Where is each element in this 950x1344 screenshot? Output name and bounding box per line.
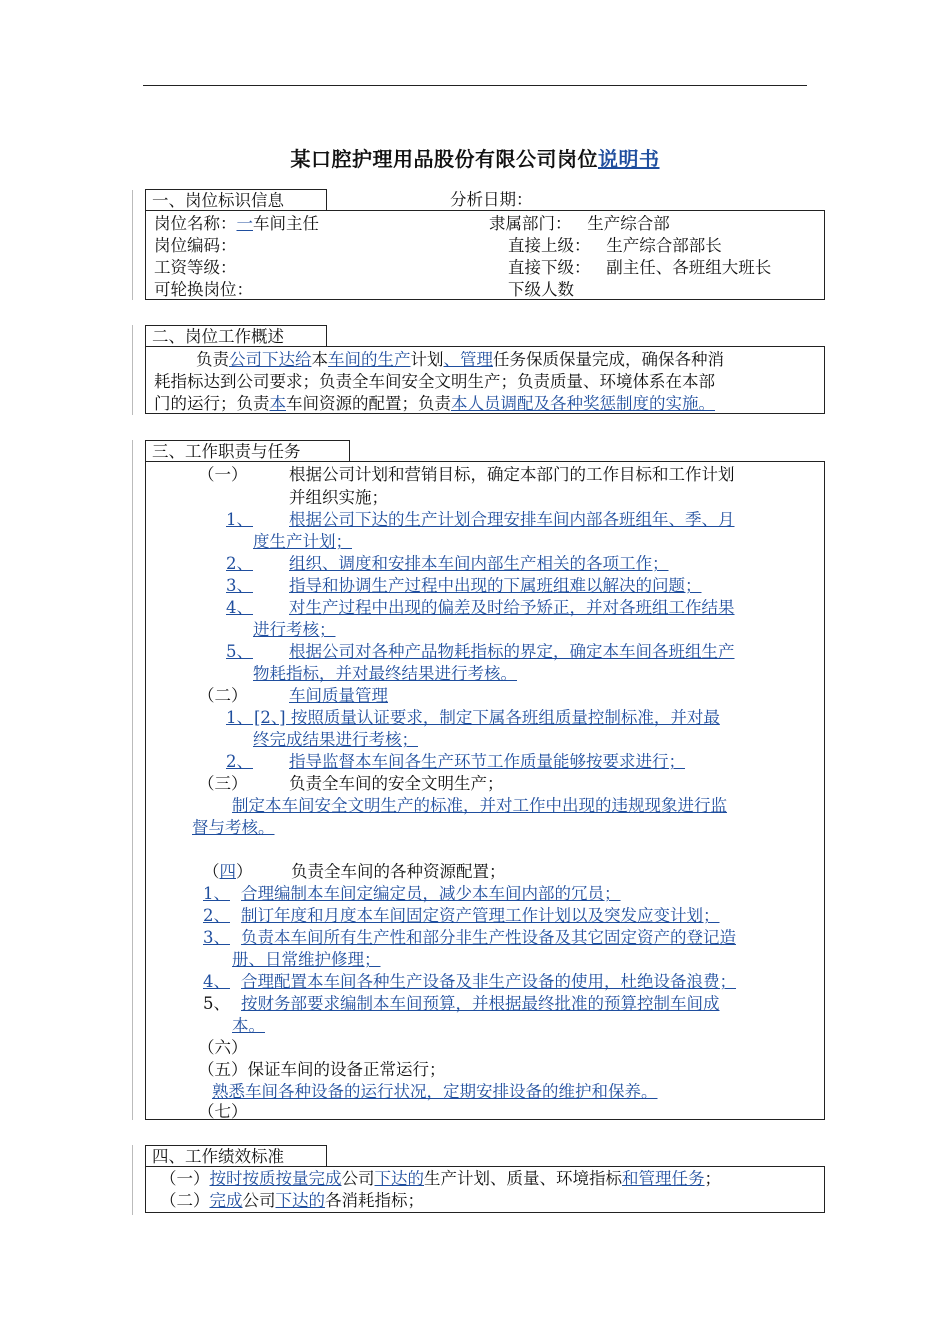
value: 生产综合部部长 xyxy=(606,236,722,255)
group-1-text-cont: 并组织实施； xyxy=(289,488,388,507)
item-1-text-cont[interactable]: 度生产计划； xyxy=(253,532,352,551)
item-5-text-cont[interactable]: 物耗指标，并对最终结果进行考核。 xyxy=(253,664,517,683)
quality-1-text-cont[interactable]: 终完成结果进行考核； xyxy=(253,730,418,749)
link[interactable]: 、管理 xyxy=(443,350,493,369)
text: 本 xyxy=(311,350,328,369)
label: 隶属部门： xyxy=(489,214,572,233)
label: 直接下级： xyxy=(508,258,591,277)
label: 直接上级： xyxy=(508,236,591,255)
group-4-number xyxy=(203,861,253,883)
resource-2-text[interactable]: 制订年度和月度本车间固定资产管理工作计划以及突发应变计划； xyxy=(241,906,720,925)
resource-4-number[interactable]: 4、 xyxy=(203,972,230,991)
wage-grade-label: 工资等级： xyxy=(154,258,237,277)
value: 车间主任 xyxy=(253,214,319,233)
subordinate-count-label: 下级人数 xyxy=(508,280,574,299)
text: 各消耗指标； xyxy=(325,1191,424,1210)
link[interactable]: 完成 xyxy=(209,1191,243,1210)
text: 任务保质保量完成，确保各种消 xyxy=(492,350,724,369)
group-2-text[interactable]: 车间质量管理 xyxy=(289,686,388,705)
analysis-date-label: 分析日期： xyxy=(450,190,533,209)
paren: ） xyxy=(236,862,253,881)
title-text: 某口腔护理用品股份有限公司岗位 xyxy=(290,147,598,171)
equipment-text[interactable]: 熟悉车间各种设备的运行状况，定期安排设备的维护和保养。 xyxy=(212,1082,658,1101)
item-1-number[interactable]: 1、 xyxy=(226,510,253,529)
quality-2-number[interactable]: 2、 xyxy=(226,752,253,771)
value: 副主任、各班组大班长 xyxy=(606,258,772,277)
link[interactable]: 公司下达给 xyxy=(228,350,312,369)
department xyxy=(489,213,670,235)
group-7-number: （七） xyxy=(198,1102,248,1121)
overview-line-2: 耗指标达到公司要求；负责全车间安全文明生产；负责质量、环境体系在本部 xyxy=(154,372,715,391)
resource-1-number[interactable]: 1、 xyxy=(203,884,230,903)
rotatable-position-label: 可轮换岗位： xyxy=(154,280,253,299)
text: ； xyxy=(704,1169,721,1188)
item-5-number[interactable]: 5、 xyxy=(226,642,253,661)
group-3-number: （三） xyxy=(198,774,248,793)
group-1-number: （一） xyxy=(198,465,248,484)
number: （二） xyxy=(160,1191,210,1210)
document-title xyxy=(0,143,950,172)
quality-1-text[interactable]: [2、] 按照质量认证要求，制定下属各班组质量控制标准，并对最 xyxy=(254,708,720,727)
resource-4-text[interactable]: 合理配置本车间各种生产设备及非生产设备的使用，杜绝设备浪费； xyxy=(241,972,736,991)
resource-2-number[interactable]: 2、 xyxy=(203,906,230,925)
link[interactable]: 本 xyxy=(269,394,286,413)
paren: （ xyxy=(203,862,220,881)
text: 公司 xyxy=(341,1169,375,1188)
section-4-box xyxy=(145,1166,825,1213)
item-3-text[interactable]: 指导和协调生产过程中出现的下属班组难以解决的问题； xyxy=(289,576,702,595)
resource-5-number: 5、 xyxy=(203,994,230,1013)
resource-5-text[interactable]: 按财务部要求编制本车间预算，并根据最终批准的预算控制车间成 xyxy=(241,994,720,1013)
resource-3-text[interactable]: 负责本车间所有生产性和部分非生产性设备及其它固定资产的登记造 xyxy=(241,928,736,947)
section-2-box xyxy=(145,346,825,414)
overview-line-1 xyxy=(154,349,724,371)
text: 车间资源的配置；负责 xyxy=(286,394,451,413)
section-2-heading: 二、岗位工作概述 xyxy=(145,325,327,346)
link[interactable]: 下达的 xyxy=(374,1169,424,1188)
direct-superior xyxy=(508,235,722,257)
group-1-text: 根据公司计划和营销目标，确定本部门的工作目标和工作计划 xyxy=(289,465,735,484)
group-2-number: （二） xyxy=(198,686,248,705)
link[interactable]: 车间的生产 xyxy=(327,350,411,369)
resource-3-text-cont[interactable]: 册、日常维护修理； xyxy=(232,950,381,969)
section-3-box xyxy=(145,461,825,1120)
direct-subordinate xyxy=(508,257,771,279)
standard-1 xyxy=(160,1168,721,1190)
link[interactable]: 四 xyxy=(219,862,236,881)
standard-2 xyxy=(160,1190,424,1212)
item-4-number[interactable]: 4、 xyxy=(226,598,253,617)
link[interactable]: 和管理任务 xyxy=(622,1169,705,1188)
margin-bar xyxy=(132,440,133,1120)
item-5-text[interactable]: 根据公司对各种产品物耗指标的界定，确定本车间各班组生产 xyxy=(289,642,735,661)
text: 门的运行；负责 xyxy=(154,394,270,413)
label: 岗位名称： xyxy=(154,214,237,233)
section-1-box xyxy=(145,210,825,300)
quality-1-number[interactable]: 1、 xyxy=(226,708,253,727)
number: （一） xyxy=(160,1169,210,1188)
group-4-text: 负责全车间的各种资源配置； xyxy=(291,862,506,881)
group-6-number: （六） xyxy=(198,1038,248,1057)
item-3-number[interactable]: 3、 xyxy=(226,576,253,595)
resource-3-number[interactable]: 3、 xyxy=(203,928,230,947)
link[interactable]: 下达的 xyxy=(275,1191,325,1210)
title-link[interactable]: 说明书 xyxy=(598,147,660,171)
section-1-heading: 一、岗位标识信息 xyxy=(145,189,327,210)
margin-bar xyxy=(132,190,133,300)
text: 生产计划、质量、环境指标 xyxy=(424,1169,622,1188)
safety-text-cont[interactable]: 督与考核。 xyxy=(192,818,275,837)
section-4-heading: 四、工作绩效标准 xyxy=(145,1145,327,1166)
text: 负责 xyxy=(195,350,229,369)
resource-5-text-cont[interactable]: 本。 xyxy=(232,1016,265,1035)
resource-1-text[interactable]: 合理编制本车间定编定员，减少本车间内部的冗员； xyxy=(241,884,621,903)
item-4-text[interactable]: 对生产过程中出现的偏差及时给予矫正，并对各班组工作结果 xyxy=(289,598,735,617)
link[interactable]: 一 xyxy=(236,214,253,233)
text: 公司 xyxy=(242,1191,276,1210)
item-2-number[interactable]: 2、 xyxy=(226,554,253,573)
header-rule xyxy=(143,85,807,86)
quality-2-text[interactable]: 指导监督本车间各生产环节工作质量能够按要求进行； xyxy=(289,752,685,771)
item-1-text[interactable]: 根据公司下达的生产计划合理安排车间内部各班组年、季、月 xyxy=(289,510,735,529)
group-5-text: （五）保证车间的设备正常运行； xyxy=(198,1060,446,1079)
group-3-text: 负责全车间的安全文明生产； xyxy=(289,774,504,793)
text: 计划 xyxy=(410,350,444,369)
link[interactable]: 按时按质按量完成 xyxy=(209,1169,342,1188)
item-4-text-cont[interactable]: 进行考核； xyxy=(253,620,336,639)
section-3-heading: 三、工作职责与任务 xyxy=(145,440,350,461)
link[interactable]: 本人员调配及各种奖惩制度的实施。 xyxy=(451,394,715,413)
margin-bar xyxy=(132,1145,133,1215)
item-2-text[interactable]: 组织、调度和安排本车间内部生产相关的各项工作； xyxy=(289,554,669,573)
overview-line-3 xyxy=(154,393,715,415)
margin-bar xyxy=(132,325,133,415)
value: 生产综合部 xyxy=(587,214,670,233)
position-code-label: 岗位编码： xyxy=(154,236,237,255)
position-name xyxy=(154,213,319,235)
safety-text[interactable]: 制定本车间安全文明生产的标准，并对工作中出现的违规现象进行监 xyxy=(232,796,727,815)
